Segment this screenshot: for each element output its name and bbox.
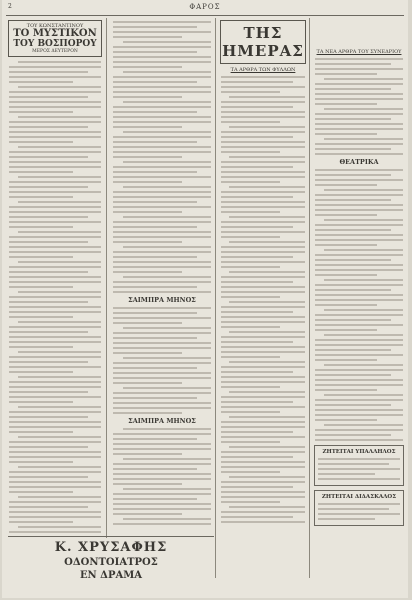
newspaper-page <box>2 0 408 598</box>
serial-title-box <box>8 20 102 57</box>
column-divider <box>215 18 216 578</box>
ad-profession: ΟΔΟΝΤΟΙΑΤΡΟΣ <box>64 557 158 568</box>
theatre-section-heading: ΘΕΑΤΡΙΚΑ <box>339 158 379 166</box>
serial-title-line2: ΤΟΥ ΒΟΣΠΟΡΟΥ <box>13 39 97 49</box>
column-4-subhead: ΤΑ ΝΕΑ ΑΡΘΡΑ ΤΟΥ ΣΥΝΕΔΡΙΟΥ <box>316 49 402 55</box>
theatre-text <box>312 169 406 441</box>
page-number: 2 <box>8 3 12 10</box>
masthead <box>2 2 408 14</box>
newspaper-name: ΦΑΡΟΣ <box>189 3 221 11</box>
column-2-text <box>110 21 214 293</box>
column-divider <box>106 18 107 538</box>
ad-rule <box>8 536 214 537</box>
dentist-advertisement <box>8 540 214 592</box>
column-4-text <box>312 58 406 155</box>
serial-text <box>6 61 104 533</box>
serial-title-line1: ΤΟ ΜΥΣΤΙΚΟΝ <box>13 28 97 39</box>
column-2-text-3 <box>110 428 214 525</box>
section-heading-2: ΣΑΙΜΠΡΑ ΜΗΝΟΣ <box>128 417 196 425</box>
classified-title-1: ΖΗΤΕΙΤΑΙ ΥΠΑΛΛΗΛΟΣ <box>322 449 396 455</box>
section-heading-1: ΣΑΙΜΠΡΑ ΜΗΝΟΣ <box>128 296 196 304</box>
classified-box-1 <box>314 445 404 486</box>
day-column-title: ΤΗΣ ΗΜΕΡΑΣ <box>220 20 306 64</box>
column-divider <box>309 18 310 578</box>
column-3 <box>218 18 308 578</box>
serial-author: ΤΟΥ ΚΩΝΣΤΑΝΤΙΝΟΥ <box>26 23 84 29</box>
serial-subtitle: ΜΕΡΟΣ ΔΕΥΤΕΡΟΝ <box>32 49 78 54</box>
column-2-text-2 <box>110 307 214 414</box>
ad-name: Κ. ΧΡΥΣΑΦΗΣ <box>54 540 168 555</box>
classified-box-2 <box>314 490 404 526</box>
masthead-rule <box>6 15 404 16</box>
day-column-subhead: ΤΑ ΑΡΘΡΑ ΤΩΝ ΦΥΛΛΩΝ <box>230 67 296 73</box>
ad-location: ΕΝ ΔΡΑΜΑ <box>79 570 143 581</box>
column-1 <box>6 18 104 546</box>
classified-title-2: ΖΗΤΕΙΤΑΙ ΔΙΔΑΣΚΑΛΟΣ <box>321 494 397 500</box>
column-3-text <box>218 76 308 523</box>
column-2 <box>110 18 214 546</box>
column-4 <box>312 18 406 578</box>
